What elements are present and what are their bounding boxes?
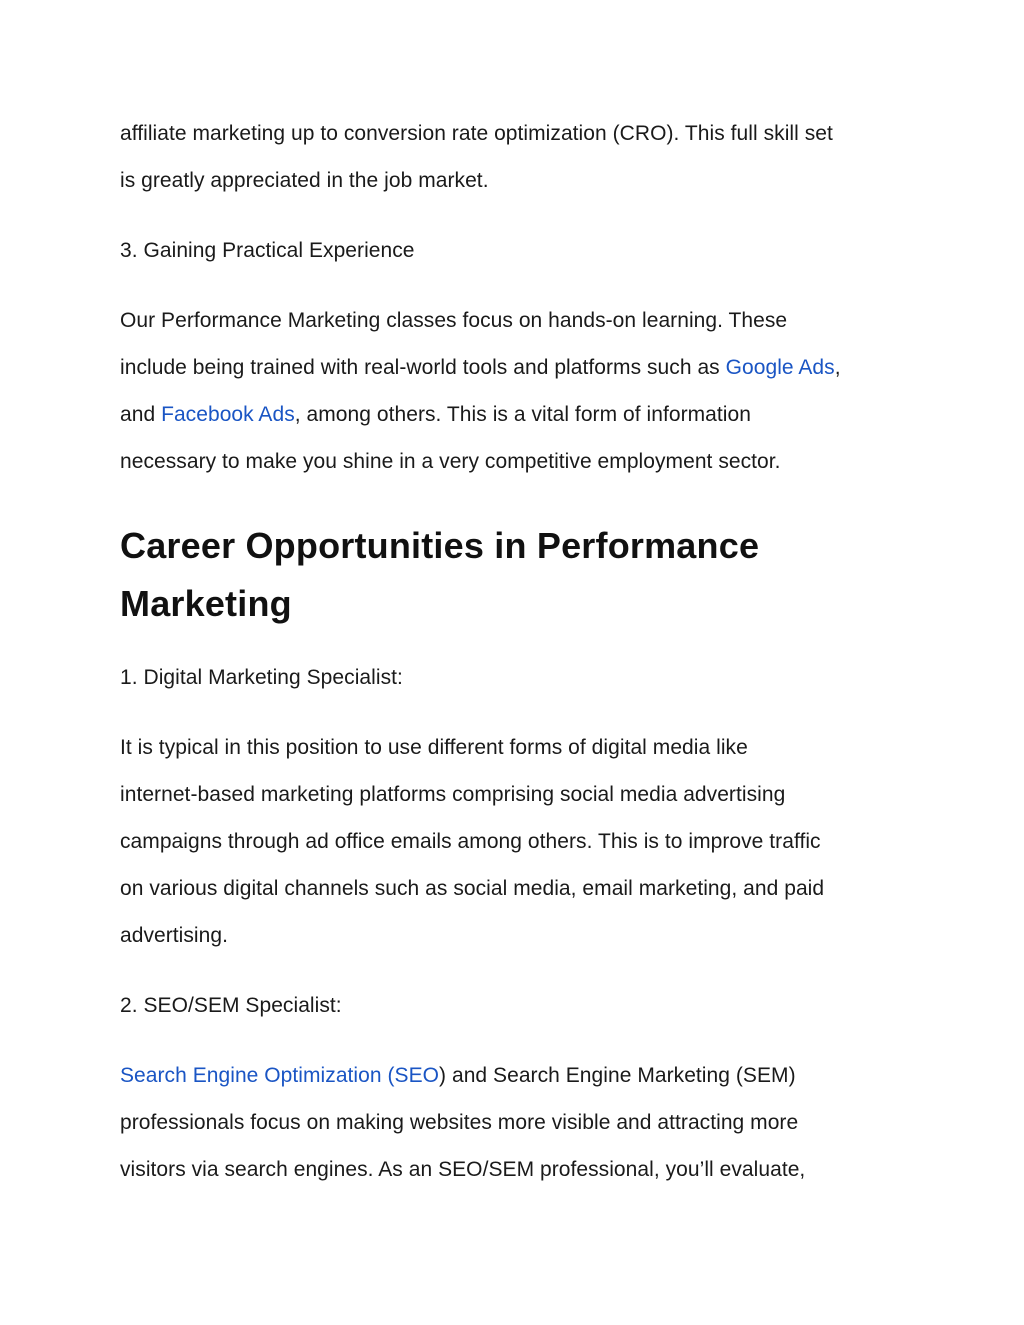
item2-line-2: professionals focus on making websites more visible and attracting more [120, 1111, 799, 1134]
section3-line-3 [120, 391, 910, 438]
section3-line-3-text-b: , among others. This is a vital form of information [294, 403, 751, 426]
section3-line-2-comma: , [834, 356, 841, 379]
intro-line-2: is greatly appreciated in the job market. [120, 169, 489, 192]
section3-label: 3. Gaining Practical Experience [120, 239, 415, 262]
career-heading [120, 517, 910, 633]
item1-paragraph [120, 724, 910, 959]
section3-line-4: necessary to make you shine in a very competitive employment sector. [120, 450, 781, 473]
item2-label: 2. SEO/SEM Specialist: [120, 994, 342, 1017]
item1-label: 1. Digital Marketing Specialist: [120, 666, 403, 689]
item1-line-3: campaigns through ad office emails among others. This is to improve traffic [120, 830, 821, 853]
item2-line-1 [120, 1052, 910, 1099]
google-ads-link[interactable]: Google Ads [725, 356, 835, 379]
item2-paragraph [120, 1052, 910, 1193]
item1-line-1: It is typical in this position to use different forms of digital media like [120, 736, 748, 759]
seo-link[interactable]: Search Engine Optimization (SEO [120, 1064, 440, 1087]
intro-line-1: affiliate marketing up to conversion rate optimization (CRO). This full skill set [120, 122, 833, 145]
section3-paragraph [120, 297, 910, 485]
intro-paragraph [120, 110, 910, 204]
item1-line-5: advertising. [120, 924, 228, 947]
section3-line-1: Our Performance Marketing classes focus on hands-on learning. These [120, 309, 788, 332]
career-heading-line-1: Career Opportunities in Performance [120, 525, 760, 566]
section3-line-3-text-a: and [120, 403, 162, 426]
document-page [120, 110, 910, 1193]
item2-line-3: visitors via search engines. As an SEO/SEM professional, you’ll evaluate, [120, 1158, 806, 1181]
item2-line-1-text: ) and Search Engine Marketing (SEM) [439, 1064, 796, 1087]
career-heading-line-2: Marketing [120, 583, 292, 624]
section3-line-2 [120, 344, 910, 391]
facebook-ads-link[interactable]: Facebook Ads [161, 403, 295, 426]
item1-line-2: internet-based marketing platforms comprising social media advertising [120, 783, 786, 806]
item1-line-4: on various digital channels such as social media, email marketing, and paid [120, 877, 825, 900]
section3-line-2-text: include being trained with real-world tools and platforms such as [120, 356, 726, 379]
